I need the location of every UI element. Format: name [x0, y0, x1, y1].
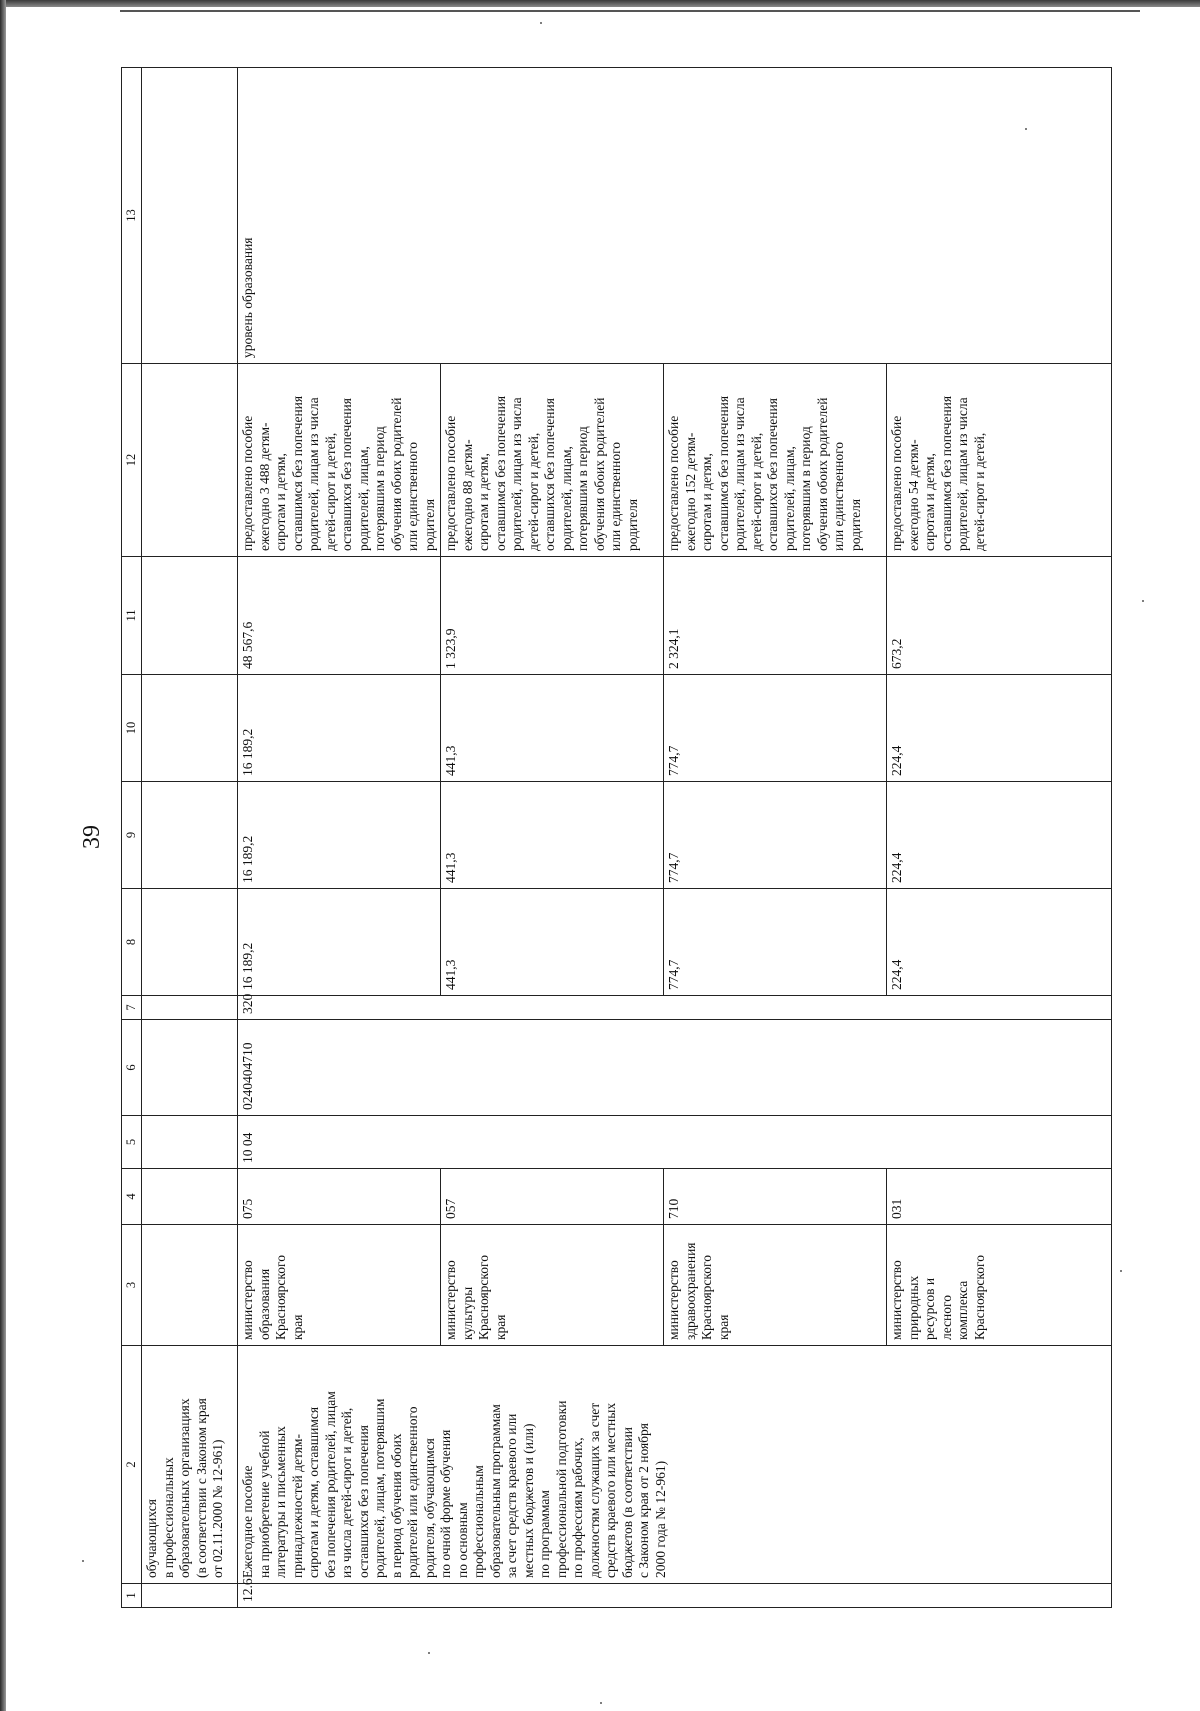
column-header: 6 [122, 1020, 142, 1116]
ministry-cell: министерство здравоохранения Красноярского края [664, 1225, 887, 1346]
result-cell: предоставлено пособие ежегодно 54 детям- сиротам и детям, оставшимся без попечения родителей, лицам из числа детей-сирот и детей, [887, 364, 1112, 557]
code-cell: 075 [238, 1169, 441, 1225]
value-cell: 774,7 [664, 889, 887, 996]
section-cell: 10 04 [238, 1116, 1112, 1169]
value-cell: 774,7 [664, 782, 887, 889]
scan-speck [82, 1560, 84, 1562]
column-header: 7 [122, 996, 142, 1020]
column-header: 1 [122, 1584, 142, 1608]
cell-empty [142, 1116, 238, 1169]
total-cell: 673,2 [887, 557, 1112, 675]
result-cell: предоставлено пособие ежегодно 152 детям- сиротам и детям, оставшимся без попечения родителей, лицам из числа детей-сирот и детей, оставшихся без попечения родителей, лицам, потерявшим в период обучения обоих родителей или единственного родителя [664, 364, 887, 557]
column-header: 10 [122, 675, 142, 782]
column-header: 13 [122, 68, 142, 364]
cell-empty [142, 1584, 238, 1608]
ministry-cell: министерство образования Красноярского края [238, 1225, 441, 1346]
result-cell: предоставлено пособие ежегодно 88 детям- сиротам и детям, оставшимся без попечения родителей, лицам из числа детей-сирот и детей, оставшихся без попечения родителей, лицам, потерявшим в период обучения обоих родителей или единственного родителя [441, 364, 664, 557]
total-cell: 1 323,9 [441, 557, 664, 675]
code-cell: 031 [887, 1169, 1112, 1225]
column-header: 11 [122, 557, 142, 675]
column-header: 8 [122, 889, 142, 996]
column-header: 4 [122, 1169, 142, 1225]
item-number: 12.6 [238, 1584, 1112, 1608]
scan-speck [1120, 1270, 1122, 1272]
value-cell: 16 189,2 [238, 782, 441, 889]
continuation-description: обучающихся в профессиональных образовательных организациях (в соответствии с Законом края от 02.11.2000 № 12-961) [142, 1346, 238, 1584]
scan-speck [540, 22, 542, 24]
scan-speck [1142, 600, 1144, 602]
indicator-cell: уровень образования [238, 68, 1112, 364]
total-cell: 48 567,6 [238, 557, 441, 675]
target-code-cell: 0240404710 [238, 1020, 1112, 1116]
cell-empty [142, 1020, 238, 1116]
ministry-cell: министерство культуры Красноярского края [441, 1225, 664, 1346]
ministry-cell: министерство природных ресурсов и лесного комплекса Красноярского [887, 1225, 1112, 1346]
cell-empty [142, 364, 238, 557]
rotated-table-wrapper [121, 68, 1081, 1608]
expenditure-table [121, 67, 1112, 1608]
total-cell: 2 324,1 [664, 557, 887, 675]
value-cell: 16 189,2 [238, 889, 441, 996]
cell-empty [142, 557, 238, 675]
column-header: 5 [122, 1116, 142, 1169]
value-cell: 224,4 [887, 782, 1112, 889]
cell-empty [142, 1169, 238, 1225]
value-cell: 441,3 [441, 889, 664, 996]
column-header: 9 [122, 782, 142, 889]
cell-empty [142, 889, 238, 996]
scan-speck [428, 1652, 430, 1654]
result-cell: предоставлено пособие ежегодно 3 488 детям- сиротам и детям, оставшимся без попечения родителей, лицам из числа детей-сирот и детей, оставшихся без попечения родителей, лицам, потерявшим в период обучения обоих родителей или единственного родителя [238, 364, 441, 557]
value-cell: 441,3 [441, 782, 664, 889]
continuation-row [142, 68, 238, 1608]
scan-rule-top [120, 10, 1140, 12]
value-cell: 16 189,2 [238, 675, 441, 782]
scan-edge-top [0, 0, 1200, 7]
value-cell: 774,7 [664, 675, 887, 782]
cell-empty [142, 782, 238, 889]
expense-type-cell: 320 [238, 996, 1112, 1020]
cell-empty [142, 68, 238, 364]
page-number: 39 [79, 825, 105, 849]
code-cell: 710 [664, 1169, 887, 1225]
value-cell: 224,4 [887, 889, 1112, 996]
column-number-row [122, 68, 142, 1608]
column-header: 3 [122, 1225, 142, 1346]
table-row [238, 68, 441, 1608]
value-cell: 224,4 [887, 675, 1112, 782]
cell-empty [142, 996, 238, 1020]
value-cell: 441,3 [441, 675, 664, 782]
column-header: 12 [122, 364, 142, 557]
scan-edge-left [0, 0, 6, 1711]
column-header: 2 [122, 1346, 142, 1584]
cell-empty [142, 675, 238, 782]
cell-empty [142, 1225, 238, 1346]
code-cell: 057 [441, 1169, 664, 1225]
scan-speck [600, 1702, 602, 1704]
item-description: Ежегодное пособие на приобретение учебной литературы и письменных принадлежностей детям- сиротам и детям, оставшимся без попечения родителей, лицам из числа детей-сирот и детей, оставшихся без попечения родителей, лицам, потерявшим в период обучения обоих родителей или единственного родителя, обучающимся по очной форме обучения по основным профессиональным образовательным программам за счет средств краевого или местных бюджетов и (или) по программам профессиональной подготовки по профессиям рабочих, должностям служащих за счет средств краевого или местных бюджетов (в соответствии с Законом края от 2 ноября 2000 года № 12-961) [238, 1346, 1112, 1584]
